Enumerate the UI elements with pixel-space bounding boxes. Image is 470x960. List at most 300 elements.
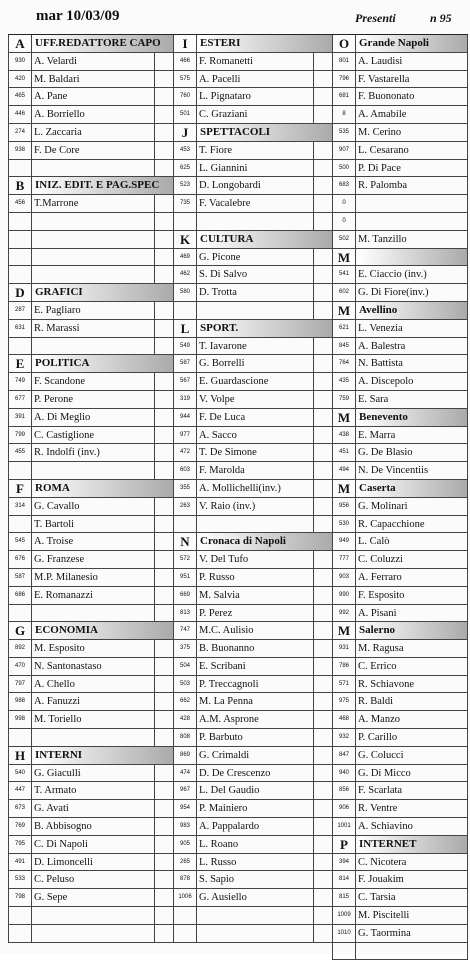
presence-box xyxy=(313,391,332,408)
staff-row xyxy=(8,533,174,551)
staff-name: A. Manzo xyxy=(358,714,400,726)
presence-box xyxy=(154,88,173,105)
staff-name: T. Armato xyxy=(34,785,77,797)
staff-name: D. Longobardi xyxy=(199,180,261,192)
staff-code: 759 xyxy=(333,391,356,408)
staff-name: S. Sapio xyxy=(199,874,235,886)
column-left xyxy=(8,34,174,943)
staff-row xyxy=(332,729,468,747)
staff-code: 603 xyxy=(174,462,197,479)
staff-name: A. Pappalardo xyxy=(199,821,260,833)
staff-code: 575 xyxy=(174,71,197,88)
staff-name: B. Abbisogno xyxy=(34,821,92,833)
staff-code: 769 xyxy=(9,818,32,835)
presence-box xyxy=(313,747,332,764)
staff-name: R. Palomba xyxy=(358,180,407,192)
staff-code: 621 xyxy=(333,320,356,337)
staff-row xyxy=(173,302,333,320)
staff-row xyxy=(173,587,333,605)
staff-name: C. Nicotera xyxy=(358,856,407,868)
presence-box xyxy=(313,907,332,924)
presence-box xyxy=(313,338,332,355)
staff-code xyxy=(174,213,197,230)
staff-row xyxy=(173,836,333,854)
staff-code: 856 xyxy=(333,782,356,799)
staff-name: P. Russo xyxy=(199,571,235,583)
staff-name: F. Romanetti xyxy=(199,55,253,67)
presence-box xyxy=(313,427,332,444)
staff-row xyxy=(8,213,174,231)
staff-code: 906 xyxy=(333,800,356,817)
staff-name: A. Pacelli xyxy=(199,73,241,85)
staff-row xyxy=(8,569,174,587)
presence-box xyxy=(313,818,332,835)
staff-name: E. Marra xyxy=(358,429,396,441)
presence-box xyxy=(313,249,332,266)
staff-name: C. Tarsia xyxy=(358,892,396,904)
staff-code: 796 xyxy=(333,71,356,88)
staff-code: 549 xyxy=(174,338,197,355)
staff-code: 355 xyxy=(174,480,197,497)
staff-code: 930 xyxy=(9,53,32,70)
section-letter: M xyxy=(333,409,356,426)
presence-box xyxy=(154,409,173,426)
staff-code: 814 xyxy=(333,871,356,888)
staff-row xyxy=(8,302,174,320)
presence-box xyxy=(313,871,332,888)
section-letter: F xyxy=(9,480,32,497)
presence-box xyxy=(313,516,332,533)
section-letter: M xyxy=(333,302,356,319)
staff-name: P. Di Pace xyxy=(358,162,401,174)
staff-name: P. Perez xyxy=(199,607,233,619)
staff-name: A. Ferraro xyxy=(358,571,402,583)
staff-code: 903 xyxy=(333,569,356,586)
staff-name: D. De Crescenzo xyxy=(199,767,271,779)
staff-name: C. Peluso xyxy=(34,874,75,886)
staff-name: T. Iavarone xyxy=(199,340,247,352)
staff-name: A. Di Meglio xyxy=(34,411,91,423)
staff-name: A. Schiavino xyxy=(358,821,413,833)
staff-name: D. Limoncelli xyxy=(34,856,93,868)
staff-code: 456 xyxy=(9,195,32,212)
staff-code xyxy=(9,213,32,230)
section-title: INTERNI xyxy=(34,747,173,764)
presence-box xyxy=(313,640,332,657)
staff-code xyxy=(174,516,197,533)
section-title: Caserta xyxy=(358,480,467,497)
presence-box xyxy=(154,587,173,604)
staff-row xyxy=(332,640,468,658)
staff-row xyxy=(173,355,333,373)
section-title: SPORT. xyxy=(199,320,332,337)
section-letter: I xyxy=(174,35,197,52)
staff-row xyxy=(8,729,174,747)
staff-code xyxy=(9,605,32,622)
staff-code: 683 xyxy=(333,177,356,194)
staff-name: L. Pignataro xyxy=(199,91,251,103)
presence-box xyxy=(154,871,173,888)
staff-row xyxy=(8,373,174,391)
staff-row xyxy=(8,427,174,445)
staff-code: 494 xyxy=(333,462,356,479)
staff-code: 795 xyxy=(9,836,32,853)
staff-name: A. Troise xyxy=(34,536,74,548)
staff-row xyxy=(332,462,468,480)
staff-code: 265 xyxy=(174,854,197,871)
staff-row xyxy=(173,266,333,284)
staff-name: R. Ventre xyxy=(358,803,398,815)
staff-row xyxy=(8,907,174,925)
presence-box xyxy=(154,658,173,675)
staff-code: 797 xyxy=(9,676,32,693)
staff-name: A. Borriello xyxy=(34,109,85,121)
staff-code: 523 xyxy=(174,177,197,194)
staff-code: 530 xyxy=(333,516,356,533)
staff-row xyxy=(332,320,468,338)
staff-code: 587 xyxy=(174,355,197,372)
presence-box xyxy=(154,249,173,266)
staff-row xyxy=(332,889,468,907)
staff-name: P. Carillo xyxy=(358,732,398,744)
staff-name: T. De Simone xyxy=(199,447,257,459)
section-title: SPETTACOLI xyxy=(199,124,332,141)
staff-row xyxy=(332,88,468,106)
staff-code: 813 xyxy=(174,605,197,622)
staff-code: 462 xyxy=(174,266,197,283)
presence-box xyxy=(154,338,173,355)
staff-name: P. Perone xyxy=(34,393,74,405)
staff-row xyxy=(8,782,174,800)
staff-code: 808 xyxy=(174,729,197,746)
staff-row xyxy=(332,338,468,356)
staff-name: C. Graziani xyxy=(199,109,248,121)
staff-name: C. Castiglione xyxy=(34,429,95,441)
staff-row xyxy=(332,516,468,534)
presence-box xyxy=(313,177,332,194)
staff-name: G. Giaculli xyxy=(34,767,81,779)
staff-code: 625 xyxy=(174,160,197,177)
staff-name: G. Franzese xyxy=(34,554,85,566)
presence-box xyxy=(313,71,332,88)
section-title: Cronaca di Napoli xyxy=(199,533,332,550)
staff-row xyxy=(332,160,468,178)
staff-code xyxy=(9,925,32,942)
staff-code: 587 xyxy=(9,569,32,586)
staff-code xyxy=(9,462,32,479)
staff-row xyxy=(173,782,333,800)
presence-box xyxy=(154,266,173,283)
staff-row xyxy=(173,462,333,480)
staff-row xyxy=(8,142,174,160)
staff-name: A. Laudisi xyxy=(358,55,403,67)
section-header xyxy=(332,480,468,498)
presence-box xyxy=(313,711,332,728)
staff-code: 892 xyxy=(9,640,32,657)
staff-code: 567 xyxy=(174,373,197,390)
staff-row xyxy=(173,142,333,160)
staff-row xyxy=(8,587,174,605)
presence-box xyxy=(154,676,173,693)
staff-code: 502 xyxy=(333,231,356,248)
section-header xyxy=(332,302,468,320)
presence-box xyxy=(154,516,173,533)
staff-code xyxy=(9,160,32,177)
staff-row xyxy=(173,177,333,195)
staff-code: 954 xyxy=(174,800,197,817)
staff-name: M. Salvia xyxy=(199,589,240,601)
staff-code: 465 xyxy=(9,88,32,105)
staff-code: 314 xyxy=(9,498,32,515)
staff-row xyxy=(173,391,333,409)
staff-code: 391 xyxy=(9,409,32,426)
staff-row xyxy=(8,871,174,889)
staff-code: 931 xyxy=(333,640,356,657)
staff-code: 975 xyxy=(333,693,356,710)
staff-code: 735 xyxy=(174,195,197,212)
staff-code: 503 xyxy=(174,676,197,693)
staff-name: F. Vastarella xyxy=(358,73,410,85)
staff-name: L. Del Gaudio xyxy=(199,785,260,797)
staff-row xyxy=(332,533,468,551)
staff-row xyxy=(8,711,174,729)
staff-name: N. Battista xyxy=(358,358,403,370)
staff-row xyxy=(332,800,468,818)
staff-row xyxy=(173,871,333,889)
staff-row xyxy=(173,711,333,729)
staff-row xyxy=(332,747,468,765)
staff-name: G. Colucci xyxy=(358,749,404,761)
staff-code xyxy=(9,266,32,283)
section-header xyxy=(173,35,333,53)
staff-code: 540 xyxy=(9,765,32,782)
staff-row xyxy=(8,854,174,872)
staff-code: 438 xyxy=(333,427,356,444)
staff-row xyxy=(173,658,333,676)
staff-row xyxy=(173,373,333,391)
staff-row xyxy=(173,338,333,356)
staff-row xyxy=(173,88,333,106)
staff-code: 500 xyxy=(333,160,356,177)
staff-row xyxy=(8,160,174,178)
staff-name: M. Baldari xyxy=(34,73,80,85)
staff-name: G. Borrelli xyxy=(199,358,245,370)
staff-code: 455 xyxy=(9,444,32,461)
presence-box xyxy=(313,765,332,782)
presence-box xyxy=(154,391,173,408)
staff-row xyxy=(8,836,174,854)
column-middle xyxy=(173,34,333,943)
staff-name: V. Raio (inv.) xyxy=(199,500,256,512)
presence-box xyxy=(154,302,173,319)
staff-row xyxy=(332,587,468,605)
staff-row xyxy=(8,124,174,142)
presence-box xyxy=(313,498,332,515)
staff-name: G. Picone xyxy=(199,251,241,263)
staff-code: 747 xyxy=(174,622,197,639)
staff-code: 446 xyxy=(9,106,32,123)
presence-box xyxy=(154,782,173,799)
presence-box xyxy=(154,320,173,337)
staff-row xyxy=(8,88,174,106)
staff-name: G. Di Fiore(inv.) xyxy=(358,287,429,299)
staff-code: 673 xyxy=(9,800,32,817)
staff-name: G. Sepe xyxy=(34,892,68,904)
staff-code: 798 xyxy=(9,889,32,906)
staff-row xyxy=(8,338,174,356)
staff-code: 967 xyxy=(174,782,197,799)
staff-name: L. Zaccaria xyxy=(34,126,82,138)
staff-name: F. Scandone xyxy=(34,376,86,388)
staff-row xyxy=(173,889,333,907)
staff-name: P. Barbuto xyxy=(199,732,243,744)
staff-code: 686 xyxy=(9,587,32,604)
staff-name: G. Taormina xyxy=(358,927,411,939)
staff-code: 545 xyxy=(9,533,32,550)
staff-row xyxy=(8,266,174,284)
staff-row xyxy=(8,765,174,783)
section-title: Benevento xyxy=(358,409,467,426)
staff-name: R. Capacchione xyxy=(358,518,425,530)
staff-row xyxy=(332,605,468,623)
staff-name: A.M. Asprone xyxy=(199,714,259,726)
staff-name: T. Fiore xyxy=(199,144,233,156)
section-header xyxy=(8,622,174,640)
staff-name: A. Pisani xyxy=(358,607,397,619)
section-title: UFF.REDATTORE CAPO xyxy=(34,35,173,52)
staff-row xyxy=(173,284,333,302)
staff-row xyxy=(173,605,333,623)
presence-box xyxy=(313,782,332,799)
presence-box xyxy=(313,587,332,604)
staff-code: 815 xyxy=(333,889,356,906)
presence-box xyxy=(313,266,332,283)
staff-code: 533 xyxy=(9,871,32,888)
staff-code: 1006 xyxy=(174,889,197,906)
presence-box xyxy=(313,605,332,622)
section-title xyxy=(358,249,467,266)
staff-code: 319 xyxy=(174,391,197,408)
staff-row xyxy=(173,106,333,124)
staff-row xyxy=(8,106,174,124)
staff-name: E. Ciaccio (inv.) xyxy=(358,269,427,281)
staff-name: L. Venezia xyxy=(358,322,403,334)
staff-row xyxy=(8,676,174,694)
staff-row xyxy=(8,658,174,676)
staff-row xyxy=(173,640,333,658)
staff-name: A. Fanuzzi xyxy=(34,696,81,708)
section-letter: N xyxy=(174,533,197,550)
presence-box xyxy=(154,124,173,141)
staff-row xyxy=(8,320,174,338)
staff-row xyxy=(173,622,333,640)
staff-row xyxy=(332,711,468,729)
staff-row xyxy=(332,373,468,391)
presence-box xyxy=(154,427,173,444)
staff-row xyxy=(173,427,333,445)
staff-row xyxy=(173,195,333,213)
section-header xyxy=(8,284,174,302)
staff-name: E. Guardascione xyxy=(199,376,269,388)
staff-row xyxy=(8,889,174,907)
staff-row xyxy=(8,391,174,409)
section-letter: E xyxy=(9,355,32,372)
section-letter: H xyxy=(9,747,32,764)
staff-name: E. Romanazzi xyxy=(34,589,93,601)
section-header xyxy=(332,249,468,267)
staff-name: D. Trotta xyxy=(199,287,237,299)
staff-code: 992 xyxy=(333,605,356,622)
staff-code: 0 xyxy=(333,195,356,212)
staff-name: T.Marrone xyxy=(34,198,79,210)
staff-row xyxy=(332,195,468,213)
presence-box xyxy=(313,373,332,390)
presence-box xyxy=(313,355,332,372)
staff-name: V. Volpe xyxy=(199,393,235,405)
section-title: Avellino xyxy=(358,302,467,319)
presence-box xyxy=(313,658,332,675)
presence-box xyxy=(313,160,332,177)
presence-box xyxy=(313,142,332,159)
presence-box xyxy=(313,729,332,746)
staff-code: 435 xyxy=(333,373,356,390)
presence-box xyxy=(313,409,332,426)
staff-name: C. Coluzzi xyxy=(358,554,403,566)
staff-name: R. Baldi xyxy=(358,696,394,708)
staff-name: B. Buonanno xyxy=(199,643,255,655)
section-letter: G xyxy=(9,622,32,639)
presence-box xyxy=(154,729,173,746)
staff-name: G. De Blasio xyxy=(358,447,413,459)
staff-name: G. Di Micco xyxy=(358,767,411,779)
staff-name: M. Tanzillo xyxy=(358,233,407,245)
staff-row xyxy=(8,516,174,534)
staff-code xyxy=(174,907,197,924)
staff-name: L. Roano xyxy=(199,838,239,850)
presence-box xyxy=(154,640,173,657)
staff-code: 428 xyxy=(174,711,197,728)
staff-name: F. De Luca xyxy=(199,411,246,423)
staff-code: 760 xyxy=(174,88,197,105)
presence-box xyxy=(313,462,332,479)
staff-row xyxy=(332,765,468,783)
staff-row xyxy=(173,854,333,872)
staff-name: P. Treccagnoli xyxy=(199,678,259,690)
section-title: INTERNET xyxy=(358,836,467,853)
staff-row xyxy=(332,355,468,373)
staff-name: M. Cerino xyxy=(358,126,402,138)
staff-code: 938 xyxy=(9,142,32,159)
staff-row xyxy=(332,124,468,142)
staff-name: E. Sara xyxy=(358,393,389,405)
presence-box xyxy=(154,569,173,586)
presence-box xyxy=(313,889,332,906)
section-letter: P xyxy=(333,836,356,853)
column-right xyxy=(332,34,468,960)
staff-name: G. Ausiello xyxy=(199,892,247,904)
presence-box xyxy=(313,551,332,568)
staff-code xyxy=(9,249,32,266)
section-letter: M xyxy=(333,622,356,639)
staff-name: R. Marassi xyxy=(34,322,80,334)
staff-code: 263 xyxy=(174,498,197,515)
staff-code: 375 xyxy=(174,640,197,657)
staff-row xyxy=(173,160,333,178)
staff-code: 940 xyxy=(333,765,356,782)
presence-box xyxy=(154,854,173,871)
staff-code: 869 xyxy=(174,747,197,764)
staff-code: 580 xyxy=(174,284,197,301)
